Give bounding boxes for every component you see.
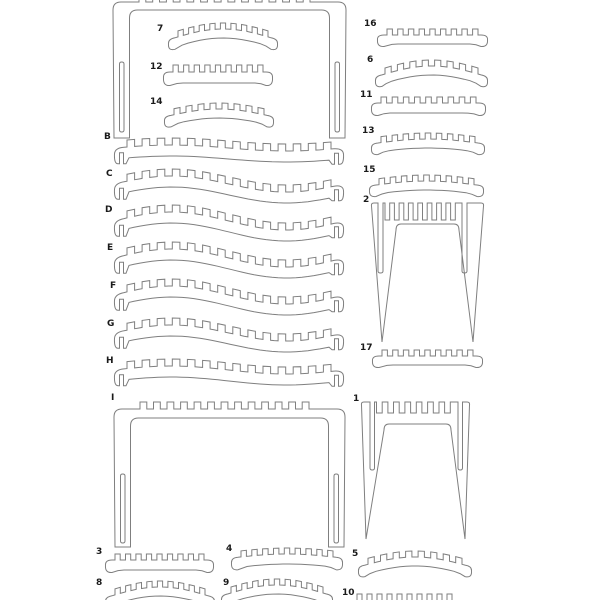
piece-label-6: 6	[367, 55, 374, 65]
piece-label-17: 17	[360, 343, 373, 353]
piece-label-13: 13	[362, 126, 375, 136]
piece-outline-17	[372, 350, 482, 368]
piece-label-9: 9	[223, 578, 230, 588]
piece-outline-G	[114, 318, 343, 352]
piece-outline-9	[221, 579, 332, 600]
piece-outline-C	[114, 169, 343, 203]
piece-outline-4	[231, 548, 342, 570]
piece-label-E: E	[107, 243, 114, 253]
piece-label-16: 16	[364, 19, 377, 29]
piece-outline-3	[105, 554, 213, 573]
piece-outline-10	[347, 594, 461, 600]
piece-outline-15	[369, 175, 483, 197]
piece-label-1: 1	[353, 394, 360, 404]
piece-label-2: 2	[363, 195, 370, 205]
piece-outline-I	[114, 402, 345, 547]
piece-outline-F	[114, 279, 343, 315]
piece-label-3: 3	[96, 547, 103, 557]
piece-outline-1	[361, 402, 469, 539]
piece-label-8: 8	[96, 578, 103, 588]
piece-outline-6	[375, 60, 487, 87]
piece-label-7: 7	[157, 24, 164, 34]
piece-label-11: 11	[360, 90, 373, 100]
piece-label-H: H	[106, 356, 114, 366]
piece-label-D: D	[105, 205, 113, 215]
piece-outline-12	[163, 65, 272, 86]
piece-outline-5	[358, 551, 471, 577]
piece-label-G: G	[107, 319, 115, 329]
piece-label-14: 14	[150, 97, 163, 107]
piece-label-5: 5	[352, 549, 359, 559]
piece-outline-7	[168, 23, 277, 50]
piece-outline-14	[164, 103, 273, 127]
piece-label-12: 12	[150, 62, 163, 72]
piece-outline-8	[105, 581, 214, 600]
piece-label-4: 4	[226, 544, 233, 554]
piece-label-B: B	[104, 132, 111, 142]
piece-outline-11	[371, 97, 485, 116]
piece-outline-16	[377, 29, 487, 47]
piece-label-I: I	[111, 393, 115, 403]
piece-label-C: C	[106, 169, 113, 179]
piece-outline-2	[371, 203, 483, 342]
piece-label-10: 10	[342, 588, 355, 598]
piece-outline-13	[371, 133, 484, 155]
piece-outline-A	[113, 0, 346, 138]
piece-outline-D	[114, 205, 343, 241]
piece-outline-H	[114, 359, 343, 386]
piece-label-15: 15	[363, 165, 376, 175]
piece-outline-B	[114, 138, 343, 164]
piece-label-F: F	[110, 281, 117, 291]
piece-outline-E	[114, 242, 343, 278]
